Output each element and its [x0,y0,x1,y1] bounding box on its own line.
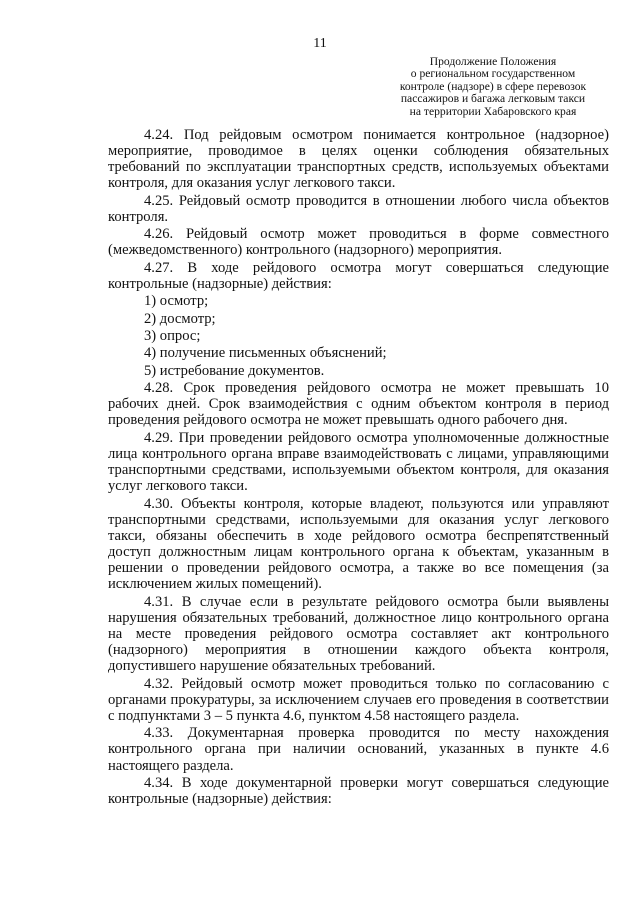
header-line: о региональном государственном [410,67,576,81]
list-item: 2) досмотр; [144,310,216,327]
paragraph-4-29: 4.29. При проведении рейдового осмотра уполномоченные должностные лица контрольного органа вправе взаимодействовать с лицами, управляющими транспортными средствами, используемыми объектом контроля, для оказания услуг легкового такси. [108,429,609,495]
paragraph-4-32: 4.32. Рейдовый осмотр может проводиться только по согласованию с органами прокуратуры, за исключением случаев его проведения в соответствии с подпунктами 3 – 5 пункта 4.6, пунктом 4.58 настоящего раздела. [108,675,609,724]
paragraph-4-26: 4.26. Рейдовый осмотр может проводиться в форме совместного (межведомственного) контрольного (надзорного) мероприятия. [108,226,609,259]
list-item: 4) получение письменных объяснений; [144,345,387,362]
document-body [108,127,609,808]
list-item: 5) истребование документов. [144,362,325,379]
document-header-note [376,56,610,118]
list-item: 3) опрос; [144,328,201,344]
header-line: контроле (надзоре) в сфере перевозок [399,79,587,93]
paragraph-4-24: 4.24. Под рейдовым осмотром понимается контрольное (надзорное) мероприятие, проводимое в целях оценки соблюдения обязательных требований по эксплуатации транспортных средств, используемых объектами контроля, для оказания услуг легкового такси. [108,127,609,192]
paragraph-4-27: 4.27. В ходе рейдового осмотра могут совершаться следующие контрольные (надзорные) действия: [108,259,609,292]
paragraph-4-34: 4.34. В ходе документарной проверки могут совершаться следующие контрольные (надзорные) действия: [108,774,609,808]
list-item: 1) осмотр; [144,293,209,310]
paragraph-4-25: 4.25. Рейдовый осмотр проводится в отношении любого числа объектов контроля. [108,192,609,225]
paragraph-4-33: 4.33. Документарная проверка проводится по месту нахождения контрольного органа при наличии оснований, указанных в пункте 4.6 настоящего раздела. [108,725,609,774]
paragraph-4-31: 4.31. В случае если в результате рейдового осмотра были выявлены нарушения обязательных требований, должностное лицо контрольного органа на месте проведения рейдового осмотра составляет акт контрольного (надзорного) мероприятия в отношении каждого объекта контроля, допустившего нарушение обязательных требований. [108,593,609,675]
paragraph-4-30: 4.30. Объекты контроля, которые владеют, пользуются или управляют транспортными средствами, используемыми для оказания услуг легкового такси, обязаны обеспечить в ходе рейдового осмотра беспрепятственный доступ должностным лицам контрольного органа к объектам, указанным в решении о проведении рейдового осмотра, а также во все помещения (за исключением жилых помещений). [108,495,609,593]
header-line: пассажиров и багажа легковым такси [400,92,586,106]
header-line: Продолжение Положения [429,55,557,68]
page-number: 11 [313,36,327,51]
paragraph-4-28: 4.28. Срок проведения рейдового осмотра не может превышать 10 рабочих дней. Срок взаимодействия с одним объектом контроля в период проведения рейдового осмотра не может превышать одного рабочего дня. [108,380,609,429]
header-line: на территории Хабаровского края [409,104,577,118]
